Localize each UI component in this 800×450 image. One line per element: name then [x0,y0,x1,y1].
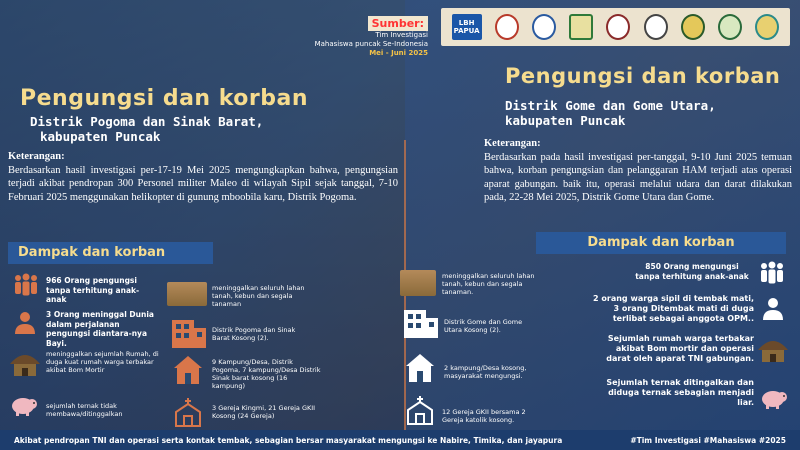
hut-icon [8,350,42,378]
organization-logo-6 [681,14,705,40]
organization-logo-3 [569,14,593,40]
left-item-land: meninggalkan seluruh lahan tanah, kebun dan segala tanaman [212,284,305,308]
source-title: Sumber: [368,16,428,31]
right-item-houses: Sejumlah rumah warga terbakar akibat Bom mortir dan operasi darat oleh aparat TNI gabungan. [606,334,754,363]
church-icon [404,396,436,426]
farmland-icon [167,282,207,306]
right-subtitle-line-2: kabupaten Puncak [505,113,626,128]
source-line-1: Tim Investigasi [375,31,428,39]
office-building-icon [168,316,208,348]
church-icon [172,398,204,428]
left-subtitle-line-1: Distrik Pogoma dan Sinak Barat, [30,114,264,129]
right-subtitle [505,98,716,128]
organization-logo-2 [532,14,556,40]
right-item-shootings: 2 orang warga sipil di tembak mati, 3 orang Ditembak mati di duga terlibat sebagai anggota OPM.. [593,294,754,323]
right-subtitle-line-1: Distrik Gome dan Gome Utara, [505,98,716,113]
organization-logo-1 [495,14,519,40]
person-icon [760,296,786,322]
footer-caption: Akibat pendropan TNI dan operasi serta kontak tembak, sebagian bersar masyarakat mengungsi ke Nabire, Timika, dan jayapura [14,435,563,445]
village-house-icon [170,354,206,384]
right-impact-header: Dampak dan korban [536,232,786,254]
source-date: Mei - Juni 2025 [369,49,428,57]
hut-icon [756,336,790,364]
people-group-icon [756,260,788,288]
organization-logo-7 [718,14,742,40]
left-item-deaths: 3 Orang meninggal Dunia dalam perjalanan pengungsi diantara-nya Bayi. [46,310,154,348]
village-house-icon [402,352,438,382]
right-title: Pengungsi dan korban [505,64,781,88]
right-item-land: meninggalkan seluruh lahan tanah, kebun dan segala tanaman. [442,272,535,296]
right-description [484,137,792,205]
right-description-text: Berdasarkan pada hasil investigasi per-tanggal, 9-10 Juni 2025 temuan bahwa, korban pengungsian dan pelanggaran HAM terjadi atas operasi aparat gabungan. baik itu, operasi melalui udara dan darat dilakukan pada, 22-28 Mei 2025, Distrik Gome Utara dan Gome. [484,151,792,203]
people-group-icon [10,272,42,300]
footer-bar [0,430,800,450]
person-icon [12,310,38,336]
footer-hashtags: #Tim Investigasi #Mahasiswa #2025 [630,435,786,445]
left-description [8,150,398,204]
left-subtitle [30,114,263,144]
source-line-2: Mahasiswa puncak Se-Indonesia [314,40,428,48]
organization-logo-4 [606,14,630,40]
pig-icon [758,386,788,410]
organization-logo-8 [755,14,779,40]
office-building-icon [400,306,440,338]
left-item-churches: 3 Gereja Kingmi, 21 Gereja GKII Kosong (24 Gereja) [212,404,316,420]
right-item-refugees: 850 Orang mengungsi tanpa terhitung anak-anak [635,262,749,281]
lbh-logo-text: LBH [458,19,475,27]
left-impact-header: Dampak dan korban [8,242,213,264]
farmland-icon [400,270,436,296]
left-title: Pengungsi dan korban [20,86,308,111]
right-item-livestock: Sejumlah ternak ditingalkan dan diduga ternak sebagian menjadi liar. [606,378,754,407]
left-subtitle-line-2: kabupaten Puncak [40,129,161,144]
source-box [308,12,428,57]
left-description-label: Keterangan: [8,151,65,162]
lbh-papua-logo [452,14,482,40]
right-item-districts: Distrik Gome dan Gome Utara Kosong (2). [444,318,523,334]
right-description-label: Keterangan: [484,138,541,149]
left-item-villages: 9 Kampung/Desa, Distrik Pogoma, 7 kampung/Desa Distrik Sinak barat kosong (16 kampung) [212,358,321,390]
logo-strip [441,8,790,46]
right-item-villages: 2 kampung/Desa kosong, masyarakat mengungsi. [444,364,527,380]
left-item-refugees: 966 Orang pengungsi tanpa terhitung anak-anak [46,276,140,304]
right-item-churches: 12 Gereja GKII bersama 2 Gereja katolik kosong. [442,408,526,424]
left-description-text: Berdasarkan hasil investigasi per-17-19 Mei 2025 mengungkapkan bahwa, pengungsian terjadi akibat pendropan 300 Personel militer Maleo di wilayah Sipil sejak tanggal, 7-10 Februari 2025 menggunakan helikopter di gunung mboobila karu, Distrik Pogoma. [8,164,398,203]
left-item-livestock: sejumlah ternak tidak membawa/ditinggalkan [46,402,123,418]
lbh-logo-subtext: PAPUA [453,27,480,35]
organization-logo-5 [644,14,668,40]
left-item-houses: meninggalkan sejumlah Rumah, di duga kuat rumah warga terbakar akibat Bom Mortir [46,350,159,374]
pig-icon [8,393,38,417]
left-item-districts: Distrik Pogoma dan Sinak Barat Kosong (2). [212,326,296,342]
